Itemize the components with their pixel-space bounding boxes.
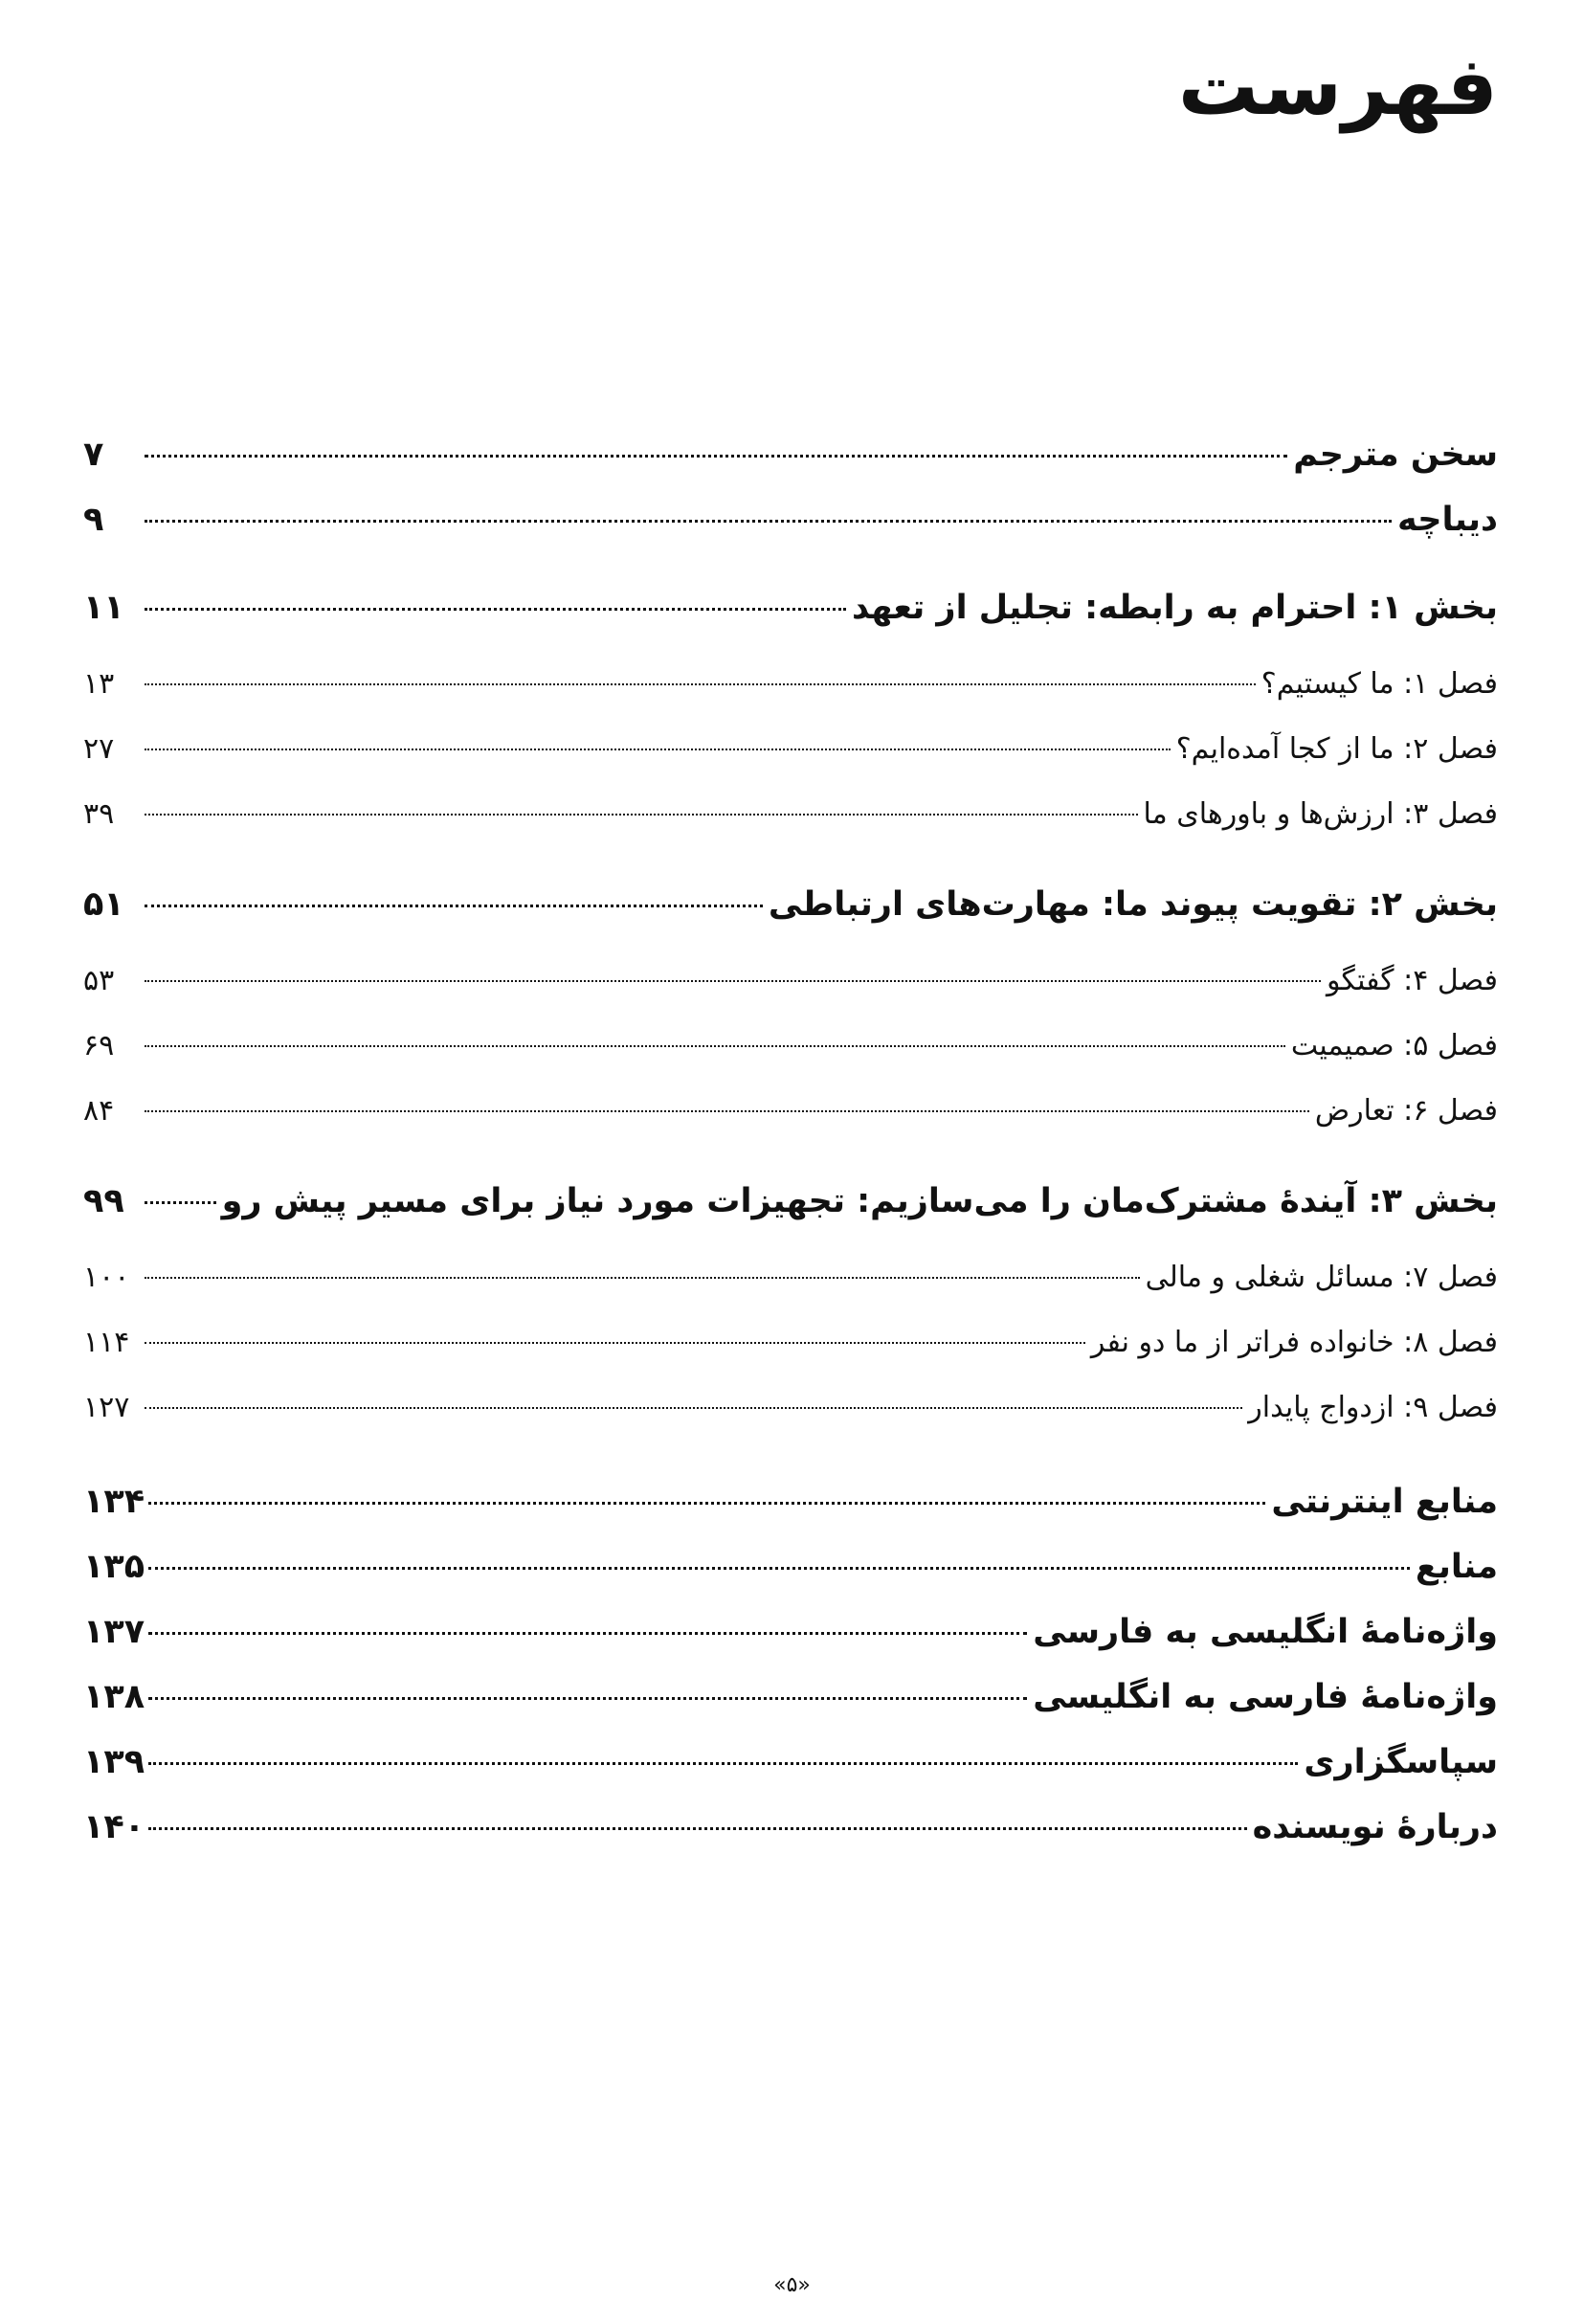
dot-leader xyxy=(148,1827,1247,1830)
toc-chapter-6[interactable] xyxy=(83,1094,1498,1159)
dot-leader xyxy=(145,1407,1242,1409)
toc-entry-glossary-en-fa[interactable] xyxy=(83,1613,1498,1678)
toc-chapter-title: فصل ۶: تعارض xyxy=(1314,1094,1498,1128)
toc-chapter-5[interactable] xyxy=(83,1029,1498,1094)
dot-leader xyxy=(145,608,846,611)
dot-leader xyxy=(145,1110,1309,1112)
toc-chapter-title: فصل ۲: ما از کجا آمده‌ایم؟ xyxy=(1175,732,1498,766)
dot-leader xyxy=(148,1632,1027,1635)
toc-chapter-3[interactable] xyxy=(83,797,1498,862)
dot-leader xyxy=(145,814,1138,816)
toc-entry-online-resources[interactable] xyxy=(83,1483,1498,1548)
toc-entry-title: واژه‌نامهٔ انگلیسی به فارسی xyxy=(1033,1613,1498,1651)
toc-entry-acknowledgements[interactable] xyxy=(83,1743,1498,1808)
toc-entry-title: منابع اینترنتی xyxy=(1271,1483,1498,1521)
toc-part-title: بخش ۱: احترام به رابطه: تجلیل از تعهد xyxy=(852,589,1498,627)
page-number: «۵» xyxy=(773,2273,811,2297)
toc-chapter-title: فصل ۳: ارزش‌ها و باورهای ما xyxy=(1143,797,1498,831)
toc-entry-title: سخن مترجم xyxy=(1293,436,1498,474)
toc-part-page: ۵۱ xyxy=(83,885,124,924)
toc-chapter-title: فصل ۱: ما کیستیم؟ xyxy=(1261,667,1498,701)
dot-leader xyxy=(145,683,1256,685)
toc-entry-preface[interactable] xyxy=(83,501,1498,566)
toc-entry-translator-note[interactable] xyxy=(83,436,1498,501)
toc-part-page: ۱۱ xyxy=(83,589,124,627)
toc-entry-page: ۷ xyxy=(83,436,104,474)
toc-chapter-page: ۱۲۷ xyxy=(83,1391,130,1424)
toc-part-2[interactable] xyxy=(83,885,1498,950)
dot-leader xyxy=(145,1045,1285,1047)
toc-part-1[interactable] xyxy=(83,589,1498,654)
dot-leader xyxy=(145,520,1392,523)
dot-leader xyxy=(148,1762,1298,1765)
toc-chapter-page: ۵۳ xyxy=(83,964,115,997)
toc-entry-title: دیباچه xyxy=(1397,501,1498,539)
dot-leader xyxy=(145,1277,1140,1279)
toc-entry-page: ۱۴۰ xyxy=(83,1808,145,1846)
toc-chapter-page: ۱۱۴ xyxy=(83,1326,130,1359)
toc-entry-title: سپاسگزاری xyxy=(1304,1743,1498,1781)
dot-leader xyxy=(145,1201,216,1204)
toc-entry-glossary-fa-en[interactable] xyxy=(83,1678,1498,1743)
toc-entry-page: ۱۳۴ xyxy=(83,1483,145,1521)
dot-leader xyxy=(145,980,1321,982)
dot-leader xyxy=(145,749,1171,750)
toc-chapter-page: ۱۰۰ xyxy=(83,1261,130,1294)
toc-chapter-title: فصل ۸: خانواده فراتر از ما دو نفر xyxy=(1090,1326,1498,1359)
toc-chapter-page: ۲۷ xyxy=(83,732,115,766)
dot-leader xyxy=(148,1502,1265,1505)
toc-chapter-9[interactable] xyxy=(83,1391,1498,1456)
page-title: فهرست xyxy=(1177,39,1498,133)
toc-entry-references[interactable] xyxy=(83,1548,1498,1613)
dot-leader xyxy=(148,1567,1410,1570)
toc-chapter-7[interactable] xyxy=(83,1261,1498,1326)
toc-entry-about-author[interactable] xyxy=(83,1808,1498,1873)
dot-leader xyxy=(145,455,1287,458)
toc-chapter-1[interactable] xyxy=(83,667,1498,732)
dot-leader xyxy=(148,1697,1027,1700)
toc-chapter-page: ۸۴ xyxy=(83,1094,115,1128)
toc-chapter-2[interactable] xyxy=(83,732,1498,797)
toc-chapter-page: ۱۳ xyxy=(83,667,115,701)
toc-chapter-title: فصل ۴: گفتگو xyxy=(1327,964,1498,997)
toc-chapter-title: فصل ۹: ازدواج پایدار xyxy=(1248,1391,1498,1424)
toc-entry-page: ۱۳۵ xyxy=(83,1548,145,1586)
toc-entry-page: ۱۳۷ xyxy=(83,1613,145,1651)
dot-leader xyxy=(145,1342,1085,1344)
toc-part-title: بخش ۲: تقویت پیوند ما: مهارت‌های ارتباطی xyxy=(768,885,1498,924)
table-of-contents xyxy=(83,436,1498,1873)
toc-entry-title: دربارهٔ نویسنده xyxy=(1252,1808,1498,1846)
toc-chapter-4[interactable] xyxy=(83,964,1498,1029)
toc-entry-page: ۱۳۸ xyxy=(83,1678,145,1716)
toc-part-3[interactable] xyxy=(83,1182,1498,1247)
toc-chapter-page: ۶۹ xyxy=(83,1029,115,1062)
toc-part-title: بخش ۳: آیندهٔ مشترک‌مان را می‌سازیم: تجهیزات مورد نیاز برای مسیر پیش رو xyxy=(221,1182,1498,1220)
dot-leader xyxy=(145,905,763,907)
toc-entry-title: منابع xyxy=(1415,1548,1498,1586)
toc-chapter-page: ۳۹ xyxy=(83,797,115,831)
toc-chapter-8[interactable] xyxy=(83,1326,1498,1391)
toc-entry-page: ۱۳۹ xyxy=(83,1743,145,1781)
toc-chapter-title: فصل ۷: مسائل شغلی و مالی xyxy=(1145,1261,1498,1294)
toc-entry-page: ۹ xyxy=(83,501,104,539)
toc-chapter-title: فصل ۵: صمیمیت xyxy=(1290,1029,1498,1062)
toc-part-page: ۹۹ xyxy=(83,1182,124,1220)
toc-entry-title: واژه‌نامهٔ فارسی به انگلیسی xyxy=(1033,1678,1498,1716)
